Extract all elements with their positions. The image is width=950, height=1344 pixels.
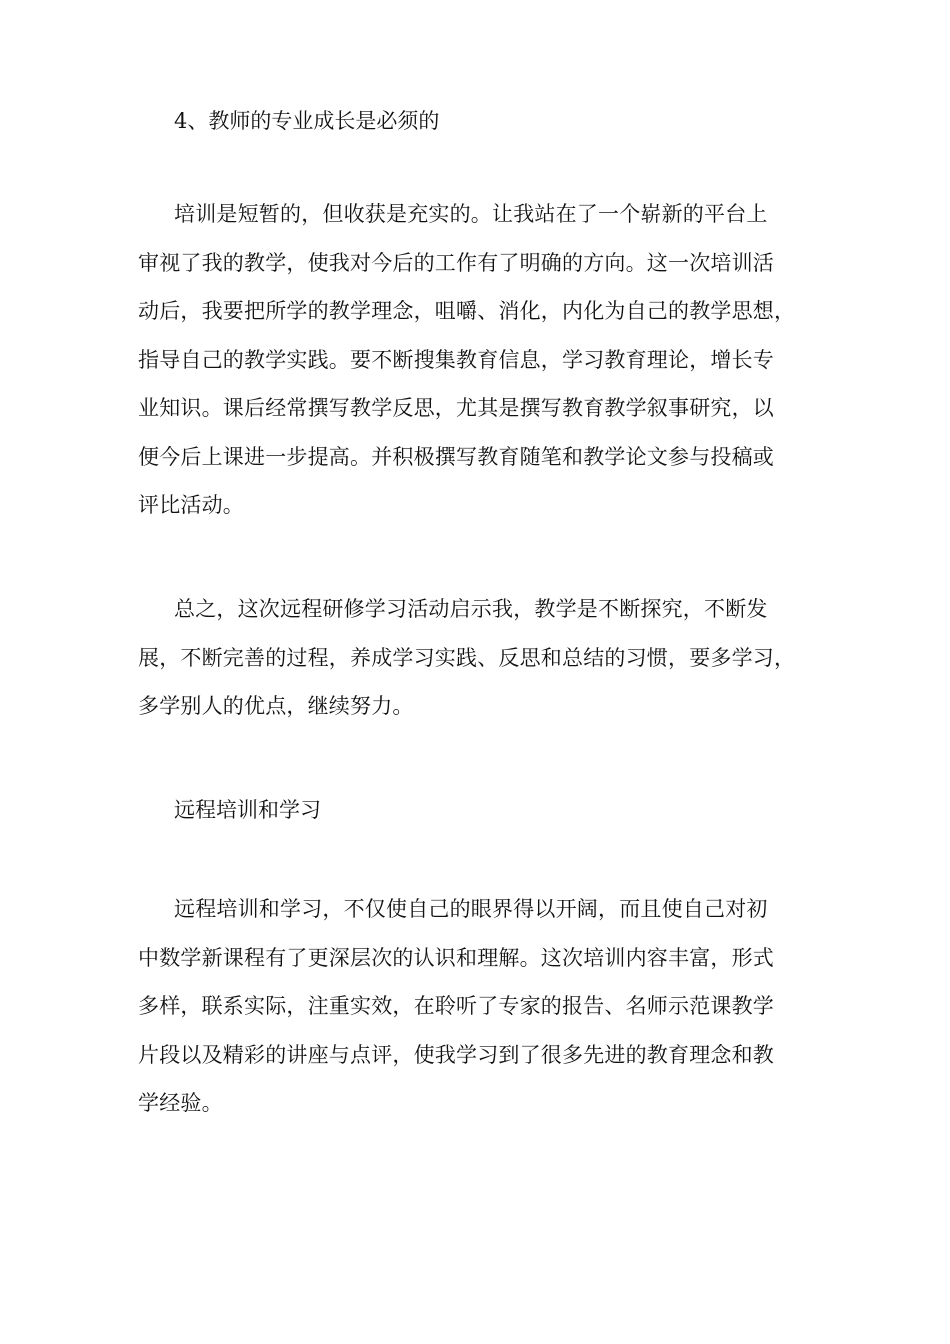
- paragraph-line: 片段以及精彩的讲座与点评，使我学习到了很多先进的教育理念和教: [138, 1042, 774, 1067]
- section-heading-remote-training: 远程培训和学习: [174, 798, 321, 822]
- paragraph-line: 培训是短暂的，但收获是充实的。让我站在了一个崭新的平台上: [174, 202, 768, 226]
- paragraph-line: 动后，我要把所学的教学理念，咀嚼、消化，内化为自己的教学思想，: [138, 299, 796, 323]
- paragraph-line: 展，不断完善的过程，养成学习实践、反思和总结的习惯，要多学习，: [138, 645, 796, 670]
- section-heading-teacher-growth: 4、教师的专业成长是必须的: [174, 109, 440, 133]
- paragraph-training-harvest: [138, 190, 838, 530]
- paragraph-line: 学经验。: [138, 1091, 223, 1115]
- paragraph-line: 指导自己的教学实践。要不断搜集教育信息，学习教育理论，增长专: [138, 347, 774, 372]
- paragraph-line: 总之，这次远程研修学习活动启示我，教学是不断探究，不断发: [174, 597, 768, 621]
- paragraph-line: 多学别人的优点，继续努力。: [138, 694, 414, 718]
- paragraph-remote-training: [138, 885, 838, 1128]
- paragraph-line: 便今后上课进一步提高。并积极撰写教育随笔和教学论文参与投稿或: [138, 444, 774, 469]
- paragraph-line: 业知识。课后经常撰写教学反思，尤其是撰写教育教学叙事研究，以: [138, 396, 774, 420]
- paragraph-line: 远程培训和学习，不仅使自己的眼界得以开阔，而且使自己对初: [174, 897, 768, 921]
- paragraph-line: 多样，联系实际，注重实效，在聆听了专家的报告、名师示范课教学: [138, 994, 774, 1018]
- paragraph-summary: [138, 585, 838, 731]
- paragraph-line: 审视了我的教学，使我对今后的工作有了明确的方向。这一次培训活: [138, 250, 774, 275]
- paragraph-line: 中数学新课程有了更深层次的认识和理解。这次培训内容丰富，形式: [138, 945, 774, 970]
- paragraph-line: 评比活动。: [138, 493, 244, 517]
